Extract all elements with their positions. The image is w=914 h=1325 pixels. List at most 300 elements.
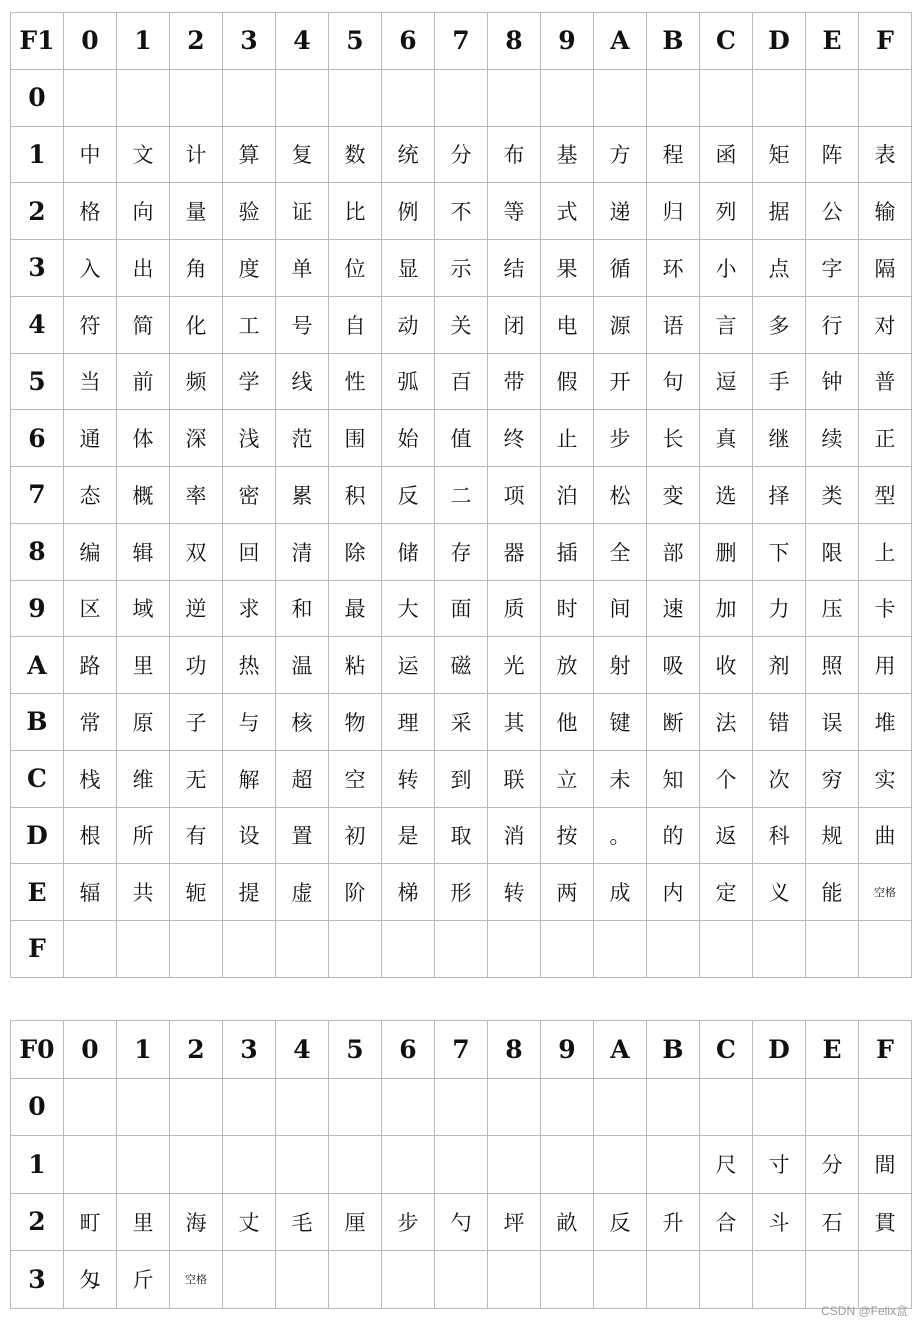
char-cell [64,1136,117,1194]
char-cell: 曲 [859,807,912,864]
char-cell: 质 [488,580,541,637]
char-cell: 采 [435,694,488,751]
table-row [11,1078,912,1136]
char-cell: 辐 [64,864,117,921]
char-cell: 实 [859,750,912,807]
row-header: 3 [11,240,64,297]
char-cell: 误 [806,694,859,751]
char-cell: 环 [647,240,700,297]
char-cell [382,1078,435,1136]
char-cell [488,69,541,126]
row-header: F [11,921,64,978]
char-cell: 储 [382,523,435,580]
column-header: 6 [382,1021,435,1079]
row-header: 8 [11,523,64,580]
char-cell: 双 [170,523,223,580]
column-header: F [859,13,912,70]
char-cell: 共 [117,864,170,921]
header-row [11,1021,912,1079]
row-header: D [11,807,64,864]
char-cell: 简 [117,296,170,353]
char-cell: 定 [700,864,753,921]
char-cell [117,921,170,978]
char-cell: 内 [647,864,700,921]
char-cell: 两 [541,864,594,921]
char-cell [276,1251,329,1309]
char-cell [170,921,223,978]
char-cell: 里 [117,1193,170,1251]
table-row [11,807,912,864]
char-cell: 下 [753,523,806,580]
char-cell [435,1078,488,1136]
corner-cell: F1 [11,13,64,70]
char-cell [753,921,806,978]
char-cell [488,1251,541,1309]
char-cell [223,1136,276,1194]
char-cell: 统 [382,126,435,183]
char-cell [64,69,117,126]
char-cell [700,921,753,978]
char-cell [382,69,435,126]
char-cell: 结 [488,240,541,297]
char-cell: 超 [276,750,329,807]
char-cell: 回 [223,523,276,580]
char-cell: 和 [276,580,329,637]
char-cell: 阵 [806,126,859,183]
char-cell: 温 [276,637,329,694]
char-cell [700,1251,753,1309]
char-cell [276,1078,329,1136]
char-cell: 通 [64,410,117,467]
char-cell: 有 [170,807,223,864]
char-cell [435,69,488,126]
char-cell: 积 [329,467,382,524]
char-cell: 间 [594,580,647,637]
char-cell: 自 [329,296,382,353]
row-header: A [11,637,64,694]
char-cell: 放 [541,637,594,694]
char-cell: 理 [382,694,435,751]
char-cell: 性 [329,353,382,410]
char-cell: 空 [329,750,382,807]
char-cell: 毛 [276,1193,329,1251]
char-cell: 器 [488,523,541,580]
char-cell: 松 [594,467,647,524]
char-cell: 返 [700,807,753,864]
char-cell: 概 [117,467,170,524]
table-row [11,1193,912,1251]
char-cell: 中 [64,126,117,183]
char-cell: 点 [753,240,806,297]
char-cell [594,921,647,978]
char-cell [859,69,912,126]
column-header: 0 [64,13,117,70]
char-cell [700,69,753,126]
char-cell: 反 [382,467,435,524]
char-cell: 对 [859,296,912,353]
char-cell: 虚 [276,864,329,921]
char-cell: 常 [64,694,117,751]
char-cell: 成 [594,864,647,921]
column-header: 8 [488,1021,541,1079]
char-cell: 长 [647,410,700,467]
column-header: 9 [541,1021,594,1079]
char-cell: 验 [223,183,276,240]
char-cell: 终 [488,410,541,467]
char-cell: 假 [541,353,594,410]
char-cell: 布 [488,126,541,183]
char-cell [223,1251,276,1309]
char-cell [329,69,382,126]
char-cell [647,1136,700,1194]
char-cell: 句 [647,353,700,410]
char-cell: 隔 [859,240,912,297]
row-header: 7 [11,467,64,524]
char-cell: 石 [806,1193,859,1251]
char-cell: 行 [806,296,859,353]
char-cell: 町 [64,1193,117,1251]
table-row [11,1136,912,1194]
char-cell: 吸 [647,637,700,694]
column-header: B [647,1021,700,1079]
char-cell: 基 [541,126,594,183]
char-cell: 逆 [170,580,223,637]
char-cell: 手 [753,353,806,410]
char-cell: 阶 [329,864,382,921]
table-row [11,523,912,580]
char-cell: 步 [594,410,647,467]
char-cell: 里 [117,637,170,694]
char-cell: 弧 [382,353,435,410]
char-cell [647,921,700,978]
char-cell: 位 [329,240,382,297]
column-header: 8 [488,13,541,70]
char-cell: 编 [64,523,117,580]
char-cell: 续 [806,410,859,467]
char-cell [170,1136,223,1194]
char-cell: 向 [117,183,170,240]
char-cell [488,921,541,978]
char-cell: 文 [117,126,170,183]
char-cell: 尺 [700,1136,753,1194]
char-cell: 据 [753,183,806,240]
char-cell: 面 [435,580,488,637]
char-cell: 能 [806,864,859,921]
char-cell: 深 [170,410,223,467]
char-cell: 线 [276,353,329,410]
char-cell: 维 [117,750,170,807]
char-cell: 型 [859,467,912,524]
char-cell: 围 [329,410,382,467]
row-header: 1 [11,126,64,183]
char-cell: 开 [594,353,647,410]
char-cell [594,1136,647,1194]
corner-cell: F0 [11,1021,64,1079]
char-cell: 源 [594,296,647,353]
char-cell: 不 [435,183,488,240]
char-cell: 的 [647,807,700,864]
char-cell: 单 [276,240,329,297]
row-header: 0 [11,69,64,126]
char-cell: 键 [594,694,647,751]
char-cell: 频 [170,353,223,410]
column-header: 7 [435,13,488,70]
char-cell: 是 [382,807,435,864]
char-cell: 丈 [223,1193,276,1251]
table-row [11,183,912,240]
char-cell [276,921,329,978]
char-cell: 入 [64,240,117,297]
char-cell: 规 [806,807,859,864]
column-header: 0 [64,1021,117,1079]
char-cell: 证 [276,183,329,240]
column-header: D [753,13,806,70]
char-cell: 值 [435,410,488,467]
char-cell [488,1136,541,1194]
char-cell: 他 [541,694,594,751]
char-cell: 学 [223,353,276,410]
char-cell: 光 [488,637,541,694]
char-cell: 选 [700,467,753,524]
char-cell: 断 [647,694,700,751]
char-cell [117,1078,170,1136]
char-cell [806,1251,859,1309]
char-cell: 合 [700,1193,753,1251]
char-cell: 个 [700,750,753,807]
char-cell: 速 [647,580,700,637]
char-cell [329,1078,382,1136]
code-table-f1 [10,12,912,978]
char-cell: 斤 [117,1251,170,1309]
char-cell: 清 [276,523,329,580]
char-cell: 比 [329,183,382,240]
char-cell: 。 [594,807,647,864]
char-cell: 栈 [64,750,117,807]
char-cell [64,921,117,978]
char-cell: 号 [276,296,329,353]
char-cell [594,1078,647,1136]
char-cell: 时 [541,580,594,637]
char-cell: 类 [806,467,859,524]
char-cell: 函 [700,126,753,183]
char-cell: 公 [806,183,859,240]
char-cell [700,1078,753,1136]
char-cell [329,1136,382,1194]
char-cell: 限 [806,523,859,580]
char-cell: 压 [806,580,859,637]
char-cell: 用 [859,637,912,694]
char-cell: 联 [488,750,541,807]
char-cell: 始 [382,410,435,467]
char-cell: 分 [806,1136,859,1194]
char-cell [541,1251,594,1309]
char-cell: 率 [170,467,223,524]
row-header: 9 [11,580,64,637]
char-cell: 设 [223,807,276,864]
column-header: A [594,1021,647,1079]
char-cell: 等 [488,183,541,240]
char-cell: 与 [223,694,276,751]
column-header: 4 [276,1021,329,1079]
table-row [11,637,912,694]
char-cell: 存 [435,523,488,580]
char-cell: 表 [859,126,912,183]
char-cell: 例 [382,183,435,240]
char-cell: 法 [700,694,753,751]
char-cell: 无 [170,750,223,807]
char-cell: 角 [170,240,223,297]
char-cell: 知 [647,750,700,807]
char-cell: 字 [806,240,859,297]
row-header: 0 [11,1078,64,1136]
char-cell: 方 [594,126,647,183]
char-cell: 当 [64,353,117,410]
char-cell: 列 [700,183,753,240]
column-header: C [700,1021,753,1079]
column-header: 3 [223,13,276,70]
row-header: E [11,864,64,921]
char-cell [435,921,488,978]
char-cell: 間 [859,1136,912,1194]
column-header: D [753,1021,806,1079]
char-cell [647,1078,700,1136]
char-cell [382,1136,435,1194]
char-cell: 度 [223,240,276,297]
table-row [11,864,912,921]
column-header: E [806,1021,859,1079]
char-cell: 全 [594,523,647,580]
table-row [11,580,912,637]
table-row [11,921,912,978]
char-cell [223,1078,276,1136]
char-cell [435,1136,488,1194]
char-cell: 范 [276,410,329,467]
char-cell: 工 [223,296,276,353]
char-cell [859,921,912,978]
char-cell: 到 [435,750,488,807]
row-header: 2 [11,1193,64,1251]
char-cell: 勺 [435,1193,488,1251]
column-header: 6 [382,13,435,70]
char-cell [541,1136,594,1194]
char-cell: 格 [64,183,117,240]
column-header: 3 [223,1021,276,1079]
char-cell: 关 [435,296,488,353]
char-cell [223,69,276,126]
row-header: C [11,750,64,807]
char-cell: 坪 [488,1193,541,1251]
char-cell: 科 [753,807,806,864]
table-row [11,69,912,126]
char-cell: 其 [488,694,541,751]
char-cell: 插 [541,523,594,580]
char-cell: 多 [753,296,806,353]
table-row [11,410,912,467]
char-cell: 输 [859,183,912,240]
char-cell: 海 [170,1193,223,1251]
char-cell: 态 [64,467,117,524]
char-cell [541,1078,594,1136]
char-cell [488,1078,541,1136]
char-cell [223,921,276,978]
char-cell: 程 [647,126,700,183]
table-row [11,240,912,297]
char-cell: 照 [806,637,859,694]
column-header: C [700,13,753,70]
char-cell: 钟 [806,353,859,410]
char-cell: 域 [117,580,170,637]
row-header: 6 [11,410,64,467]
row-header: 1 [11,1136,64,1194]
char-cell: 带 [488,353,541,410]
watermark: CSDN @Felix盒 [821,1304,908,1318]
char-cell [541,69,594,126]
char-cell: 符 [64,296,117,353]
char-cell [753,69,806,126]
char-cell [859,1078,912,1136]
char-cell: 最 [329,580,382,637]
char-cell [64,1078,117,1136]
char-cell: 加 [700,580,753,637]
row-header: 2 [11,183,64,240]
char-cell: 粘 [329,637,382,694]
char-cell: 泊 [541,467,594,524]
char-cell: 区 [64,580,117,637]
column-header: 2 [170,1021,223,1079]
char-cell: 卡 [859,580,912,637]
char-cell: 小 [700,240,753,297]
char-cell [435,1251,488,1309]
column-header: B [647,13,700,70]
char-cell: 辑 [117,523,170,580]
char-cell: 原 [117,694,170,751]
char-cell [170,69,223,126]
char-cell: 显 [382,240,435,297]
char-cell: 步 [382,1193,435,1251]
char-cell [329,1251,382,1309]
char-cell: 止 [541,410,594,467]
char-cell: 轭 [170,864,223,921]
char-cell [753,1078,806,1136]
char-cell: 矩 [753,126,806,183]
char-cell: 递 [594,183,647,240]
char-cell: 未 [594,750,647,807]
char-cell: 堆 [859,694,912,751]
char-cell: 真 [700,410,753,467]
char-cell [859,1251,912,1309]
char-cell: 剂 [753,637,806,694]
char-cell: 形 [435,864,488,921]
char-cell [170,1078,223,1136]
char-cell: 立 [541,750,594,807]
char-cell: 解 [223,750,276,807]
char-cell [276,1136,329,1194]
char-cell: 射 [594,637,647,694]
column-header: 4 [276,13,329,70]
char-cell: 体 [117,410,170,467]
char-cell: 求 [223,580,276,637]
char-cell: 数 [329,126,382,183]
char-cell: 次 [753,750,806,807]
char-cell [117,69,170,126]
char-cell [329,921,382,978]
char-cell: 义 [753,864,806,921]
char-cell: 匁 [64,1251,117,1309]
char-cell: 部 [647,523,700,580]
char-cell: 功 [170,637,223,694]
code-table-f0 [10,1020,912,1309]
char-cell [753,1251,806,1309]
